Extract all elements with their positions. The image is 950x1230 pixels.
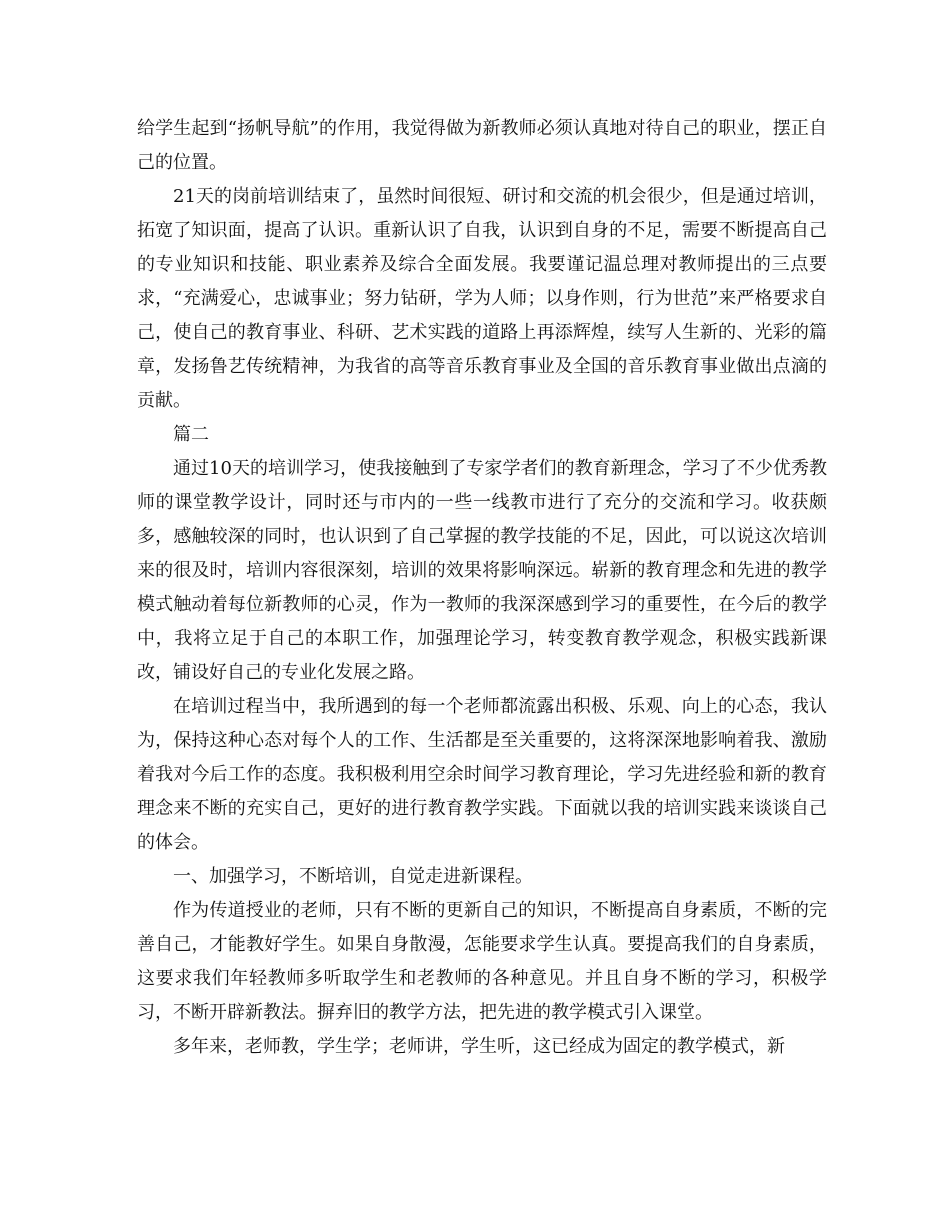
paragraph-training-summary: 21天的岗前培训结束了，虽然时间很短、研讨和交流的机会很少，但是通过培训，拓宽了知识面，提高了认识。重新认识了自我，认识到自身的不足，需要不断提高自己的专业知识和技能、职业素养及综合全面发展。我要谨记温总理对教师提出的三点要求，“充满爱心，忠诚事业；努力钻研，学为人师；以身作则，行为世范”来严格要求自己，使自己的教育事业、科研、艺术实践的道路上再添辉煌，续写人生新的、光彩的篇章，发扬鲁艺传统精神，为我省的高等音乐教育事业及全国的音乐教育事业做出点滴的贡献。 [137,186,827,411]
paragraph-training-attitude: 在培训过程当中，我所遇到的每一个老师都流露出积极、乐观、向上的心态，我认为，保持这种心态对每个人的工作、生活都是至关重要的，这将深深地影响着我、激励着我对今后工作的态度。我积极利用空余时间学习教育理论，学习先进经验和新的教育理念来不断的充实自己，更好的进行教育教学实践。下面就以我的培训实践来谈谈自己的体会。 [137,696,827,853]
section-heading-part-two: 篇二 [173,424,209,445]
paragraph-training-study: 通过10天的培训学习，使我接触到了专家学者们的教育新理念，学习了不少优秀教师的课堂教学设计，同时还与市内的一些一线教市进行了充分的交流和学习。收获颇多，感触较深的同时，也认识到了自己掌握的教学技能的不足，因此，可以说这次培训来的很及时，培训内容很深刻，培训的效果将影响深远。崭新的教育理念和先进的教学模式触动着每位新教师的心灵，作为一教师的我深深感到学习的重要性，在今后的教学中，我将立足于自己的本职工作，加强理论学习，转变教育教学观念，积极实践新课改，铺设好自己的专业化发展之路。 [137,458,827,683]
paragraph-self-improvement: 作为传道授业的老师，只有不断的更新自己的知识，不断提高自身素质，不断的完善自己，才能教好学生。如果自身散漫，怎能要求学生认真。要提高我们的自身素质，这要求我们年轻教师多听取学生和老教师的各种意见。并且自身不断的学习，积极学习，不断开辟新教法。摒弃旧的教学方法，把先进的教学模式引入课堂。 [137,900,827,1023]
paragraph-continuation: 给学生起到“扬帆导航”的作用，我觉得做为新教师必须认真地对待自己的职业，摆正自己的位置。 [137,118,827,173]
paragraph-teaching-model: 多年来，老师教，学生学；老师讲，学生听，这已经成为固定的教学模式，新 [173,1036,785,1057]
document-body [137,112,827,1064]
subheading-strengthen-learning: 一、加强学习，不断培训，自觉走进新课程。 [173,866,533,887]
